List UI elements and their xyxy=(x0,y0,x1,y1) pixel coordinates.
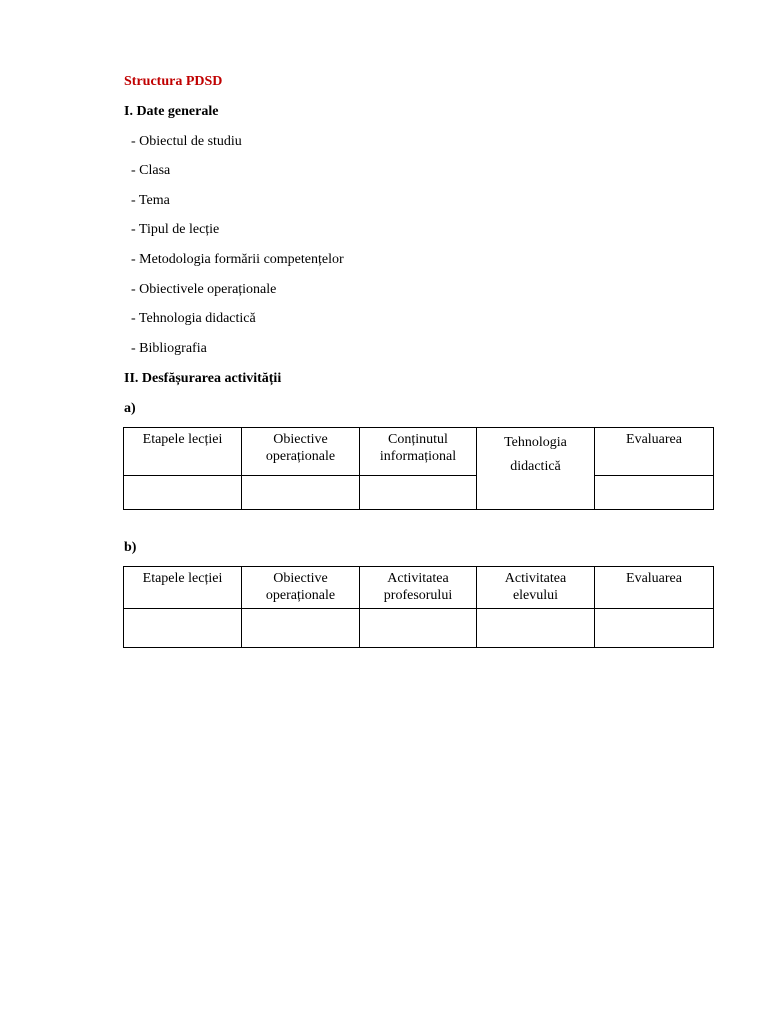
table-header-cell xyxy=(477,567,595,609)
table-cell-empty xyxy=(124,476,242,510)
lesson-table-a xyxy=(123,427,714,510)
table-row xyxy=(124,476,714,510)
table-cell-empty xyxy=(595,609,714,648)
table-header-cell xyxy=(124,428,242,476)
header-text: Etapele lecției xyxy=(142,571,223,586)
table-header-row xyxy=(124,428,714,476)
header-text: Tehnologia xyxy=(504,435,567,450)
list-item: - Obiectul de studiu xyxy=(131,134,242,149)
table-cell-empty xyxy=(595,476,714,510)
table-cell-empty xyxy=(242,609,360,648)
table-cell-empty xyxy=(124,609,242,648)
header-text: elevului xyxy=(512,588,559,603)
table-header-cell xyxy=(595,567,714,609)
table-header-cell xyxy=(477,428,595,510)
header-text: Obiective xyxy=(273,432,328,447)
header-text: didactică xyxy=(510,459,561,474)
header-text: profesorului xyxy=(383,588,453,603)
header-text: Obiective xyxy=(273,571,328,586)
header-text: Activitatea xyxy=(504,571,567,586)
table-a-label: a) xyxy=(124,401,136,416)
table-header-cell xyxy=(360,567,477,609)
lesson-table-b xyxy=(123,566,714,648)
table-header-cell xyxy=(124,567,242,609)
section-heading-general: I. Date generale xyxy=(124,104,219,119)
header-text: Activitatea xyxy=(387,571,449,586)
list-item: - Metodologia formării competențelor xyxy=(131,252,344,267)
table-header-cell xyxy=(242,567,360,609)
list-item: - Obiectivele operaționale xyxy=(131,282,277,297)
table-header-row xyxy=(124,567,714,609)
table-cell-empty xyxy=(360,609,477,648)
table-header-cell xyxy=(360,428,477,476)
list-item: - Bibliografia xyxy=(131,341,207,356)
table-cell-empty xyxy=(477,609,595,648)
list-item: - Tehnologia didactică xyxy=(131,311,256,326)
header-text: Etapele lecției xyxy=(142,432,223,447)
document-title: Structura PDSD xyxy=(124,74,223,89)
list-item: - Tema xyxy=(131,193,170,208)
header-text: Evaluarea xyxy=(626,571,682,586)
list-item: - Clasa xyxy=(131,163,171,178)
header-text: Evaluarea xyxy=(626,432,682,447)
list-item: - Tipul de lecție xyxy=(131,222,220,237)
section-heading-activity: II. Desfășurarea activității xyxy=(124,371,282,386)
table-header-cell xyxy=(242,428,360,476)
table-cell-empty xyxy=(360,476,477,510)
header-text: informațional xyxy=(379,449,457,464)
table-row xyxy=(124,609,714,648)
table-header-cell xyxy=(595,428,714,476)
table-b-label: b) xyxy=(124,540,137,555)
header-text: operaționale xyxy=(265,449,336,464)
header-text: Conținutul xyxy=(388,432,448,447)
header-text: operaționale xyxy=(265,588,336,603)
table-cell-empty xyxy=(242,476,360,510)
